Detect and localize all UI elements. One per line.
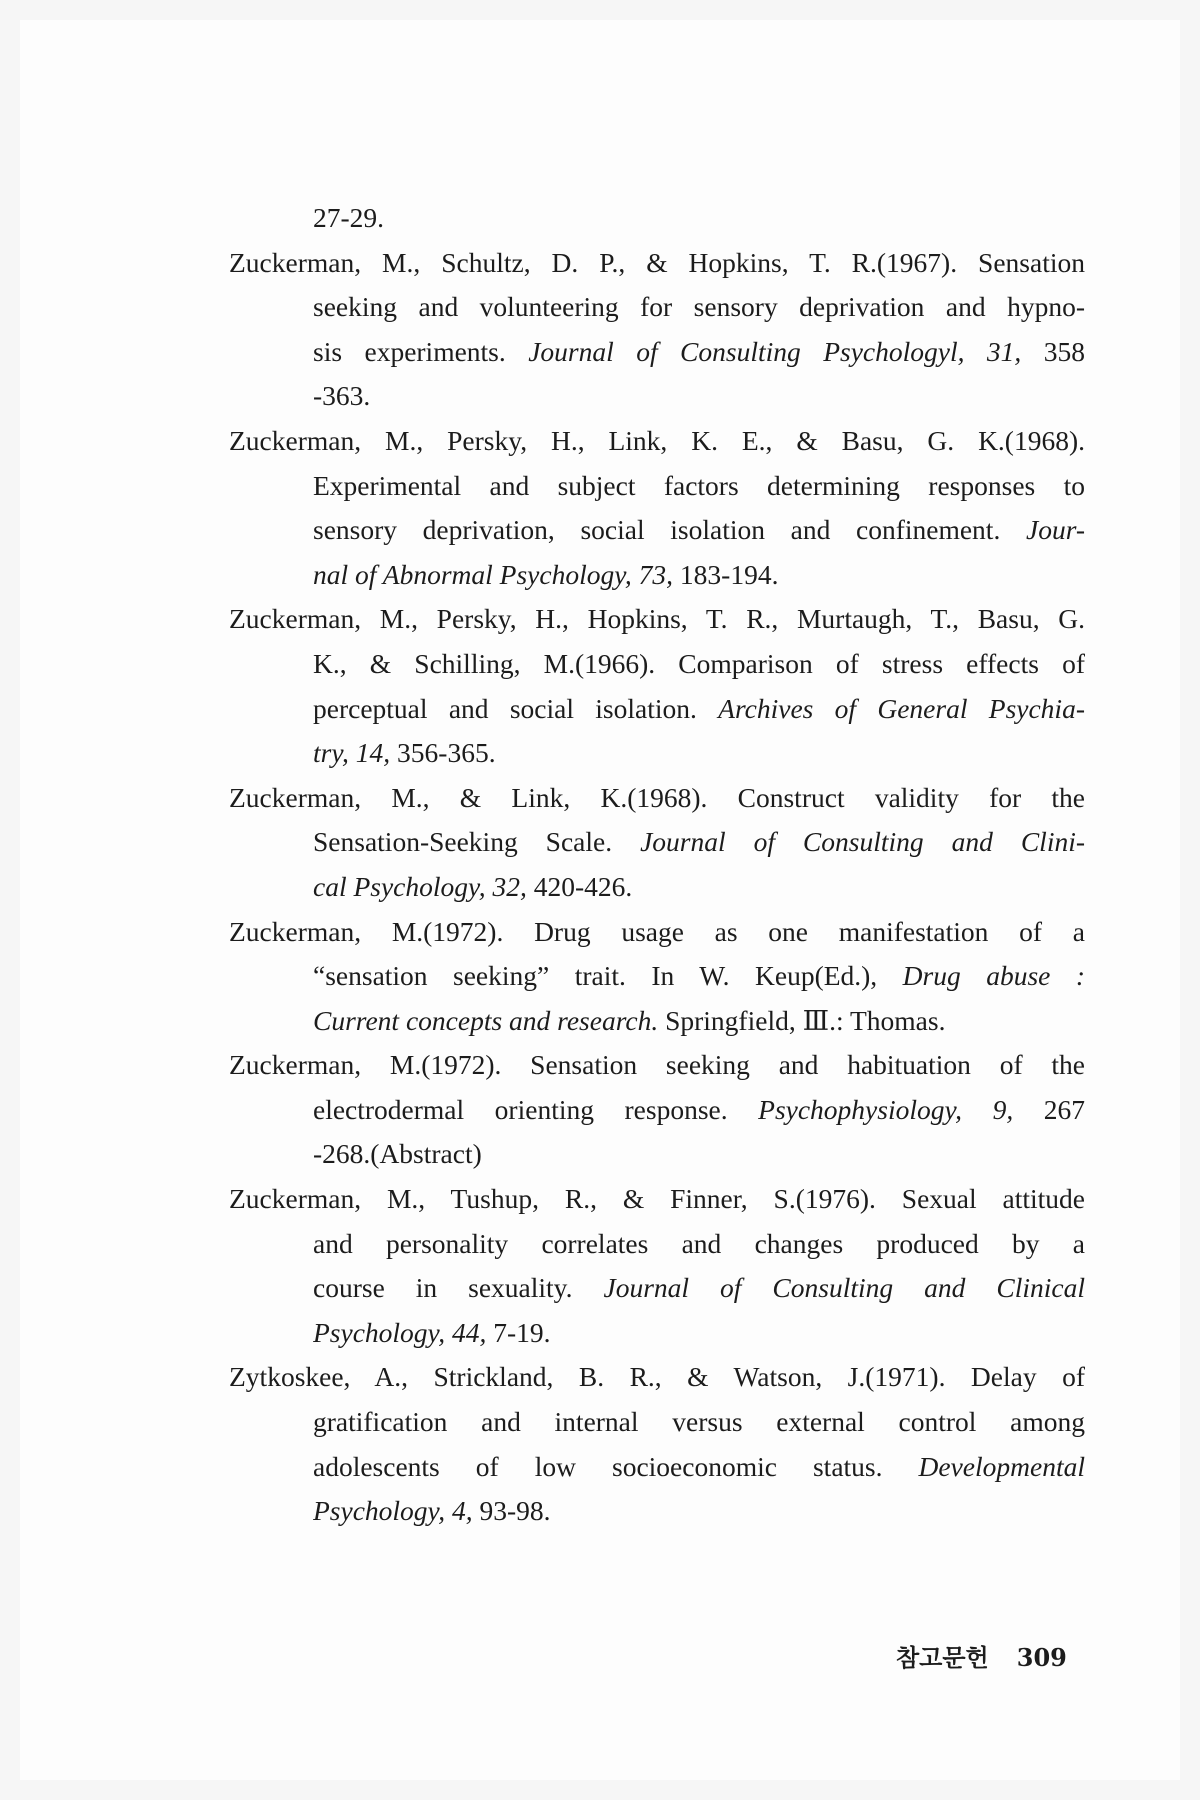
text: Zuckerman, M., Tushup, R., & Finner, S.(1976). Sexual attitude [229, 1183, 1085, 1215]
reference-line [229, 1355, 1085, 1400]
italic-text: try, 14, [313, 737, 391, 769]
section-title: 참고문헌 [896, 1643, 989, 1672]
text: Experimental and subject factors determining responses to [313, 469, 1085, 501]
reference-line [229, 597, 1085, 642]
italic-text: Current concepts and research. [313, 1004, 659, 1036]
reference-line [313, 731, 1085, 776]
text: -363. [313, 380, 371, 412]
text: Zuckerman, M.(1972). Sensation seeking and habituation of the [229, 1049, 1085, 1081]
reference-line [313, 285, 1085, 330]
reference-line [313, 464, 1085, 509]
reference-entry [229, 910, 1085, 1044]
italic-text: Archives of General Psychia- [718, 692, 1085, 724]
text: Sensation-Seeking Scale. [313, 826, 641, 858]
reference-entry [229, 1177, 1085, 1355]
italic-text: Jour- [1025, 514, 1085, 546]
reference-line [229, 1177, 1085, 1222]
reference-line [313, 553, 1085, 598]
text: 356-365. [390, 737, 496, 769]
italic-text: Drug abuse : [902, 960, 1085, 992]
page-number: 309 [1016, 1643, 1067, 1672]
italic-text: Psychophysiology, 9, [758, 1093, 1014, 1125]
italic-text: cal Psychology, 32, [313, 870, 527, 902]
reference-line [313, 1445, 1085, 1490]
reference-line [229, 776, 1085, 821]
text: 267 [1013, 1093, 1085, 1125]
reference-entry [229, 241, 1085, 419]
text: and personality correlates and changes produced by a [313, 1227, 1085, 1259]
reference-line [313, 196, 1085, 241]
italic-text: Developmental [918, 1450, 1085, 1482]
reference-line [313, 1088, 1085, 1133]
reference-entry [229, 776, 1085, 910]
text: gratification and internal versus external control among [313, 1406, 1085, 1438]
reference-line [313, 1222, 1085, 1267]
document-page [20, 20, 1180, 1780]
reference-entry [229, 597, 1085, 775]
reference-line [313, 374, 1085, 419]
text: sensory deprivation, social isolation and confinement. [313, 514, 1026, 546]
text: Springfield, Ⅲ.: Thomas. [658, 1004, 946, 1036]
reference-line [313, 954, 1085, 999]
text: 420-426. [526, 870, 633, 902]
reference-line [229, 419, 1085, 464]
text: 358 [1021, 335, 1085, 367]
text: Zuckerman, M., Persky, H., Hopkins, T. R., Murtaugh, T., Basu, G. [229, 603, 1085, 635]
text: 7-19. [486, 1316, 551, 1348]
page-footer [896, 1638, 1067, 1673]
reference-line [313, 687, 1085, 732]
text: Zuckerman, M., Persky, H., Link, K. E., & Basu, G. K.(1968). [229, 424, 1085, 456]
italic-text: Psychology, 4, [313, 1495, 473, 1527]
text: “sensation seeking” trait. In W. Keup(Ed.), [313, 960, 903, 992]
text: seeking and volunteering for sensory deprivation and hypno- [313, 291, 1085, 323]
text: K., & Schilling, M.(1966). Comparison of stress effects of [313, 647, 1085, 679]
text: -268.(Abstract) [313, 1138, 482, 1170]
reference-entry [229, 1043, 1085, 1177]
text: Zuckerman, M., Schultz, D. P., & Hopkins, T. R.(1967). Sensation [229, 246, 1085, 278]
reference-line [313, 1489, 1085, 1534]
reference-line [313, 999, 1085, 1044]
reference-line [313, 1132, 1085, 1177]
text: perceptual and social isolation. [313, 692, 719, 724]
italic-text: Journal of Consulting and Clinical [603, 1272, 1085, 1304]
reference-line [229, 1043, 1085, 1088]
reference-entry [229, 419, 1085, 597]
reference-line [313, 508, 1085, 553]
text: electrodermal orienting response. [313, 1093, 759, 1125]
text: Zytkoskee, A., Strickland, B. R., & Watson, J.(1971). Delay of [229, 1361, 1085, 1393]
italic-text: Psychology, 44, [313, 1316, 487, 1348]
reference-line [313, 330, 1085, 375]
text: 93-98. [472, 1495, 551, 1527]
text: course in sexuality. [313, 1272, 604, 1304]
text: Zuckerman, M., & Link, K.(1968). Construct validity for the [229, 781, 1085, 813]
reference-line [313, 1266, 1085, 1311]
reference-line [229, 241, 1085, 286]
text: Zuckerman, M.(1972). Drug usage as one manifestation of a [229, 915, 1085, 947]
text: 27-29. [313, 202, 385, 233]
reference-line [313, 1400, 1085, 1445]
italic-text: Journal of Consulting and Clini- [640, 826, 1085, 858]
italic-text: nal of Abnormal Psychology, 73, [313, 558, 674, 590]
reference-entry [229, 1355, 1085, 1533]
text: sis experiments. [313, 335, 529, 367]
reference-line [229, 910, 1085, 955]
reference-line [313, 865, 1085, 910]
reference-entry [229, 196, 1085, 241]
text: 183-194. [673, 558, 779, 590]
reference-line [313, 1311, 1085, 1356]
reference-list [229, 196, 1085, 1534]
italic-text: Journal of Consulting Psychologyl, 31, [528, 335, 1022, 367]
text: adolescents of low socioeconomic status. [313, 1450, 919, 1482]
reference-line [313, 642, 1085, 687]
reference-line [313, 820, 1085, 865]
